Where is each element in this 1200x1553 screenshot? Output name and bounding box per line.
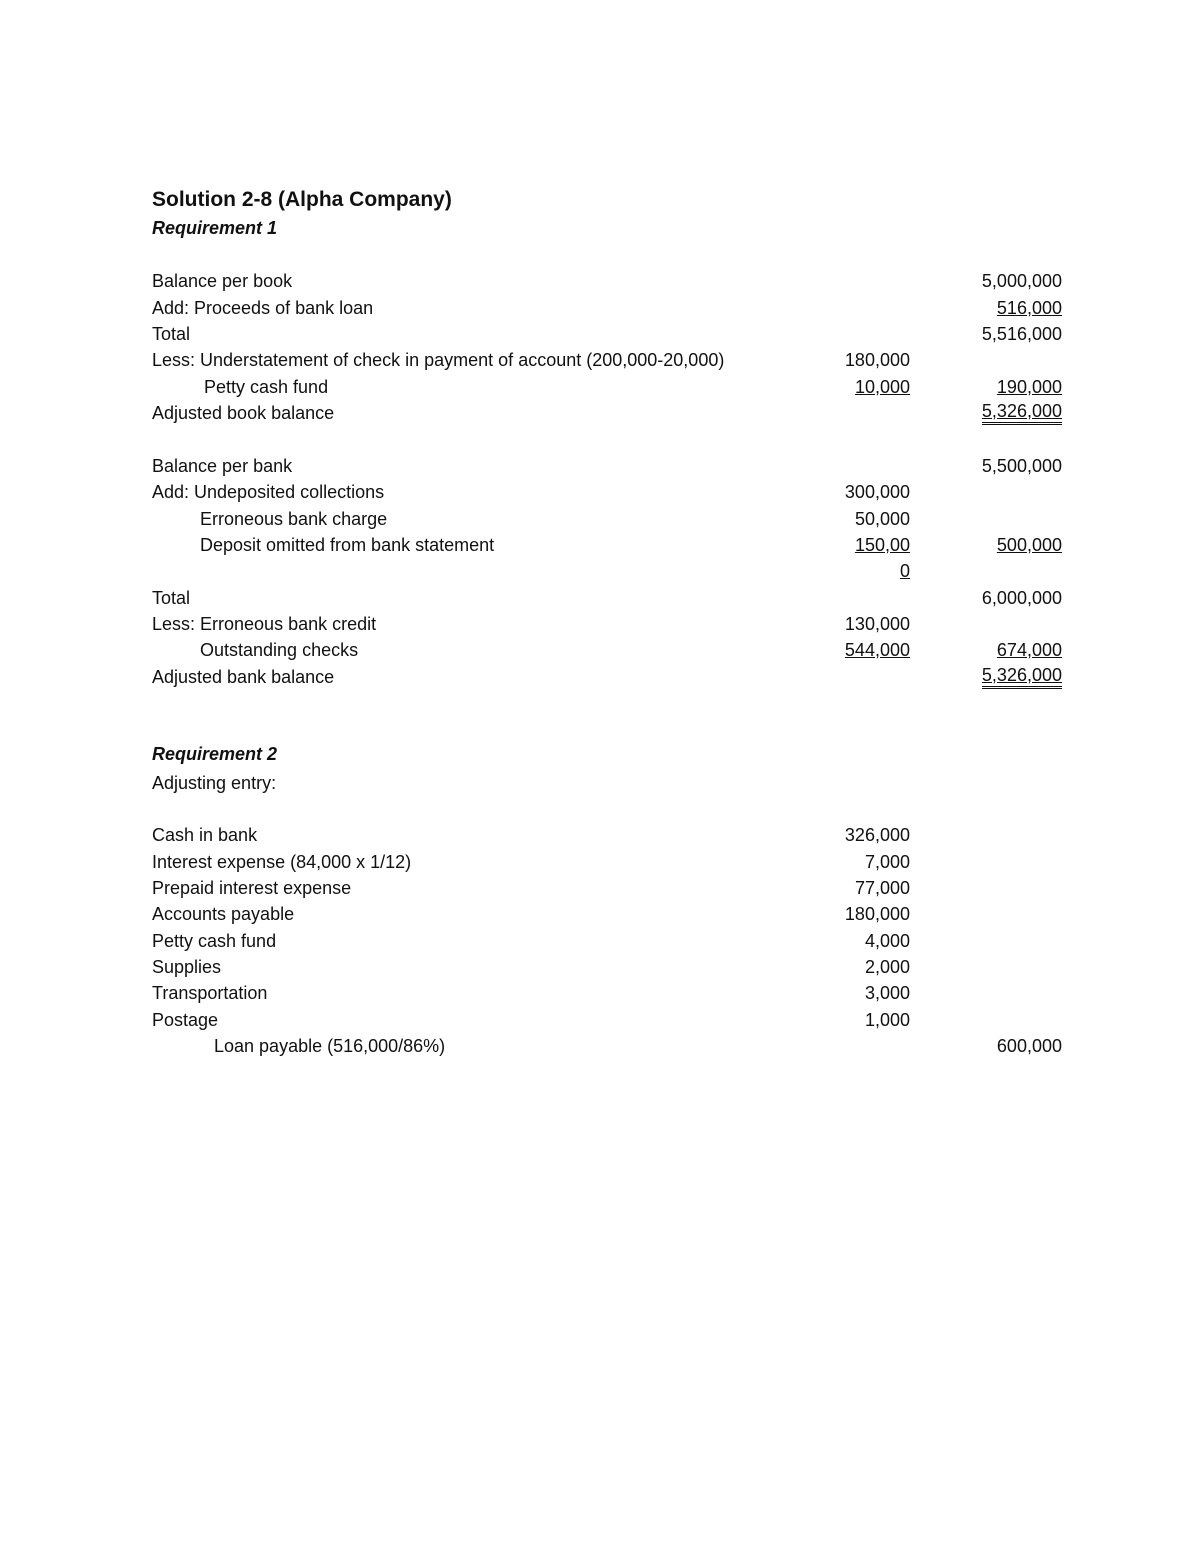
entry-debit: 2,000 xyxy=(864,957,910,977)
row-subamount: 130,000 xyxy=(844,614,910,634)
requirement-2-heading: Requirement 2 xyxy=(152,744,278,764)
entry-row xyxy=(0,980,1200,1006)
entry-account: Prepaid interest expense xyxy=(152,878,352,898)
bank-less-row xyxy=(0,611,1200,637)
entry-account: Cash in bank xyxy=(152,825,258,845)
row-label: Total xyxy=(152,588,191,608)
row-amount: 516,000 xyxy=(996,298,1062,318)
entry-debit: 3,000 xyxy=(864,983,910,1003)
row-label: Less: Understatement of check in payment of account (200,000-20,000) xyxy=(152,350,725,370)
entry-debit: 77,000 xyxy=(854,878,910,898)
row-subamount: 150,00 xyxy=(854,535,910,555)
row-label: Balance per book xyxy=(152,271,293,291)
row-label: Erroneous bank charge xyxy=(200,509,388,529)
page-title: Solution 2-8 (Alpha Company) xyxy=(152,188,452,211)
bank-deposit-omitted-row xyxy=(0,532,1200,558)
row-label: Total xyxy=(152,324,191,344)
bank-add-row xyxy=(0,479,1200,505)
row-label: Adjusted book balance xyxy=(152,403,335,423)
row-subamount: 300,000 xyxy=(844,482,910,502)
row-subamount: 50,000 xyxy=(854,509,910,529)
row-label: Outstanding checks xyxy=(200,640,359,660)
row-amount: 5,326,000 xyxy=(982,400,1062,425)
entry-row xyxy=(0,1007,1200,1033)
row-amount: 5,000,000 xyxy=(981,271,1062,291)
row-label: Adjusted bank balance xyxy=(152,667,335,687)
bank-balance-row xyxy=(0,453,1200,479)
entry-row xyxy=(0,954,1200,980)
book-petty-cash-row xyxy=(0,374,1200,400)
entry-row xyxy=(0,849,1200,875)
entry-row xyxy=(0,822,1200,848)
entry-row xyxy=(0,875,1200,901)
row-amount: 500,000 xyxy=(996,535,1062,555)
row-label: Less: Erroneous bank credit xyxy=(152,614,377,634)
row-subamount: 544,000 xyxy=(844,640,910,660)
book-adjusted-row xyxy=(0,400,1200,426)
row-label: Adjusting entry: xyxy=(152,773,277,793)
entry-account: Transportation xyxy=(152,983,268,1003)
adjusting-entry-subheading xyxy=(0,770,1200,796)
entry-debit: 1,000 xyxy=(864,1010,910,1030)
row-amount: 5,326,000 xyxy=(982,664,1062,689)
row-label: Petty cash fund xyxy=(204,377,329,397)
bank-charge-row xyxy=(0,506,1200,532)
entry-row xyxy=(0,928,1200,954)
row-label: Add: Proceeds of bank loan xyxy=(152,298,374,318)
bank-deposit-omitted-wrap xyxy=(0,558,1200,584)
requirement-1-heading: Requirement 1 xyxy=(152,218,278,238)
entry-account: Supplies xyxy=(152,957,222,977)
bank-total-row xyxy=(0,585,1200,611)
row-amount: 674,000 xyxy=(996,640,1062,660)
entry-account: Postage xyxy=(152,1010,219,1030)
row-amount: 5,500,000 xyxy=(981,456,1062,476)
book-less-row xyxy=(0,347,1200,373)
book-add-row xyxy=(0,295,1200,321)
entry-account: Accounts payable xyxy=(152,904,295,924)
bank-outstanding-row xyxy=(0,637,1200,663)
row-amount: 5,516,000 xyxy=(981,324,1062,344)
row-label: Balance per bank xyxy=(152,456,293,476)
row-label: Add: Undeposited collections xyxy=(152,482,385,502)
entry-account: Interest expense (84,000 x 1/12) xyxy=(152,852,412,872)
row-amount: 190,000 xyxy=(996,377,1062,397)
entry-credit: 600,000 xyxy=(996,1036,1062,1056)
row-label: Deposit omitted from bank statement xyxy=(200,535,495,555)
entry-debit: 180,000 xyxy=(844,904,910,924)
entry-debit: 7,000 xyxy=(864,852,910,872)
entry-credit-row xyxy=(0,1033,1200,1059)
row-amount: 6,000,000 xyxy=(981,588,1062,608)
entry-debit: 4,000 xyxy=(864,931,910,951)
row-subamount-wrap: 0 xyxy=(899,561,910,581)
book-balance-row xyxy=(0,268,1200,294)
book-total-row xyxy=(0,321,1200,347)
bank-adjusted-row xyxy=(0,664,1200,690)
entry-debit: 326,000 xyxy=(844,825,910,845)
entry-account: Petty cash fund xyxy=(152,931,277,951)
row-subamount: 180,000 xyxy=(844,350,910,370)
row-subamount: 10,000 xyxy=(854,377,910,397)
entry-row xyxy=(0,901,1200,927)
entry-account: Loan payable (516,000/86%) xyxy=(214,1036,446,1056)
